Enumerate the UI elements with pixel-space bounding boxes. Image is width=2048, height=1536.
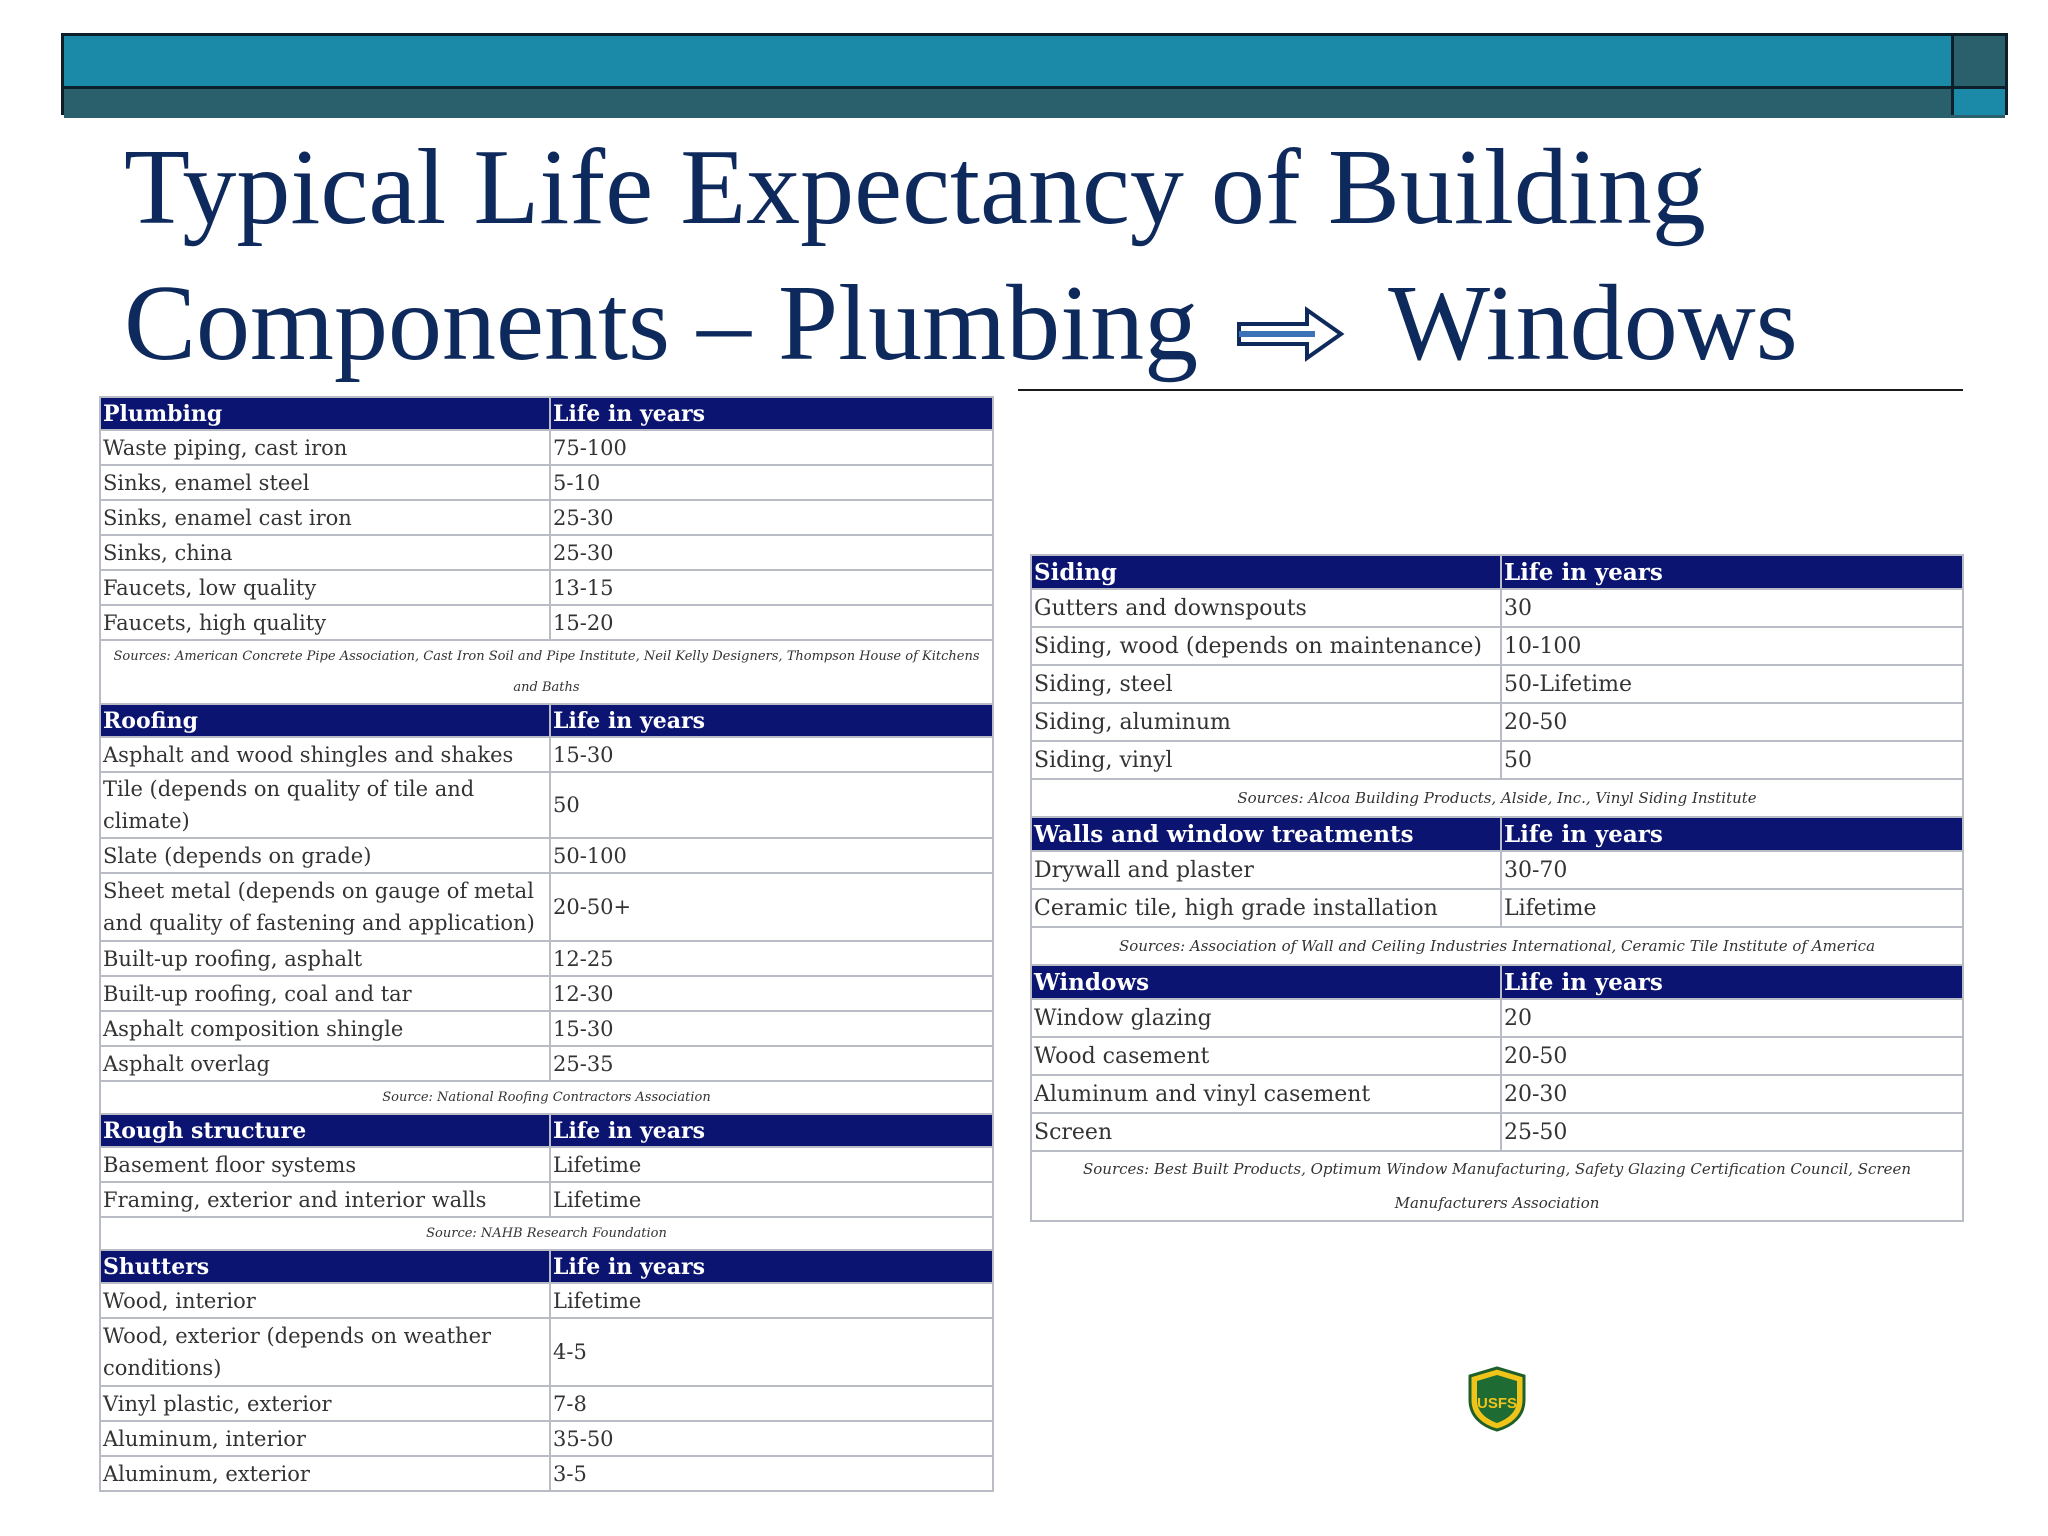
section-name: Siding — [1031, 555, 1501, 589]
source-note: Sources: American Concrete Pipe Association, Cast Iron Soil and Pipe Institute, Neil Kelly Designers, Thompson House of Kitchens and Baths — [100, 640, 993, 704]
table-row — [1031, 1037, 1963, 1075]
right-life-expectancy-table — [1030, 554, 1964, 1222]
years-cell: 30 — [1501, 589, 1963, 627]
source-note: Sources: Alcoa Building Products, Alside, Inc., Vinyl Siding Institute — [1031, 779, 1963, 817]
item-cell: Sinks, enamel cast iron — [100, 500, 550, 535]
years-cell: Lifetime — [550, 1182, 993, 1217]
item-cell: Ceramic tile, high grade installation — [1031, 889, 1501, 927]
item-cell: Aluminum, exterior — [100, 1456, 550, 1491]
source-note: Source: National Roofing Contractors Association — [100, 1081, 993, 1114]
years-cell: 10-100 — [1501, 627, 1963, 665]
table-row — [100, 737, 993, 772]
section-header-roofing — [100, 704, 993, 737]
section-name: Rough structure — [100, 1114, 550, 1147]
item-cell: Asphalt and wood shingles and shakes — [100, 737, 550, 772]
source-note: Sources: Association of Wall and Ceiling Industries International, Ceramic Tile Institute of America — [1031, 927, 1963, 965]
table-row — [100, 873, 993, 941]
item-cell: Basement floor systems — [100, 1147, 550, 1182]
item-cell: Aluminum and vinyl casement — [1031, 1075, 1501, 1113]
source-row — [100, 1081, 993, 1114]
left-life-expectancy-table — [99, 396, 994, 1492]
years-cell: 20 — [1501, 999, 1963, 1037]
section-life-header: Life in years — [550, 704, 993, 737]
title-line-1: Typical Life Expectancy of Building — [124, 128, 1706, 247]
table-row — [100, 1386, 993, 1421]
table-row — [1031, 589, 1963, 627]
years-cell: 15-20 — [550, 605, 993, 640]
right-arrow-icon — [1235, 306, 1345, 362]
years-cell: 20-50+ — [550, 873, 993, 941]
table-row — [100, 941, 993, 976]
table-row — [100, 500, 993, 535]
source-row — [1031, 1151, 1963, 1221]
years-cell: 25-30 — [550, 500, 993, 535]
table-row — [1031, 889, 1963, 927]
source-row — [1031, 927, 1963, 965]
section-name: Windows — [1031, 965, 1501, 999]
title-bar-corner — [1951, 36, 2005, 86]
logo-text: USFS — [1476, 1395, 1518, 1412]
section-name: Plumbing — [100, 397, 550, 430]
section-header-shutters — [100, 1250, 993, 1283]
table-row — [100, 605, 993, 640]
item-cell: Drywall and plaster — [1031, 851, 1501, 889]
item-cell: Wood casement — [1031, 1037, 1501, 1075]
section-name: Roofing — [100, 704, 550, 737]
item-cell: Vinyl plastic, exterior — [100, 1386, 550, 1421]
source-note: Sources: Best Built Products, Optimum Window Manufacturing, Safety Glazing Certification Council, Screen Manufacturers Association — [1031, 1151, 1963, 1221]
years-cell: 35-50 — [550, 1421, 993, 1456]
item-cell: Asphalt composition shingle — [100, 1011, 550, 1046]
slide-title — [124, 120, 1924, 392]
section-life-header: Life in years — [550, 397, 993, 430]
item-cell: Waste piping, cast iron — [100, 430, 550, 465]
item-cell: Window glazing — [1031, 999, 1501, 1037]
table-row — [100, 1182, 993, 1217]
table-row — [1031, 703, 1963, 741]
item-cell: Built-up roofing, asphalt — [100, 941, 550, 976]
item-cell: Siding, steel — [1031, 665, 1501, 703]
section-life-header: Life in years — [1501, 555, 1963, 589]
table-row — [100, 465, 993, 500]
item-cell: Wood, interior — [100, 1283, 550, 1318]
table-row — [100, 1421, 993, 1456]
section-life-header: Life in years — [1501, 817, 1963, 851]
source-row — [100, 1217, 993, 1250]
table-row — [100, 1318, 993, 1386]
usfs-shield-icon — [1466, 1366, 1528, 1432]
item-cell: Slate (depends on grade) — [100, 838, 550, 873]
table-row — [100, 535, 993, 570]
table-row — [1031, 1075, 1963, 1113]
years-cell: 50 — [550, 772, 993, 838]
item-cell: Siding, aluminum — [1031, 703, 1501, 741]
source-row — [1031, 779, 1963, 817]
title-bar-stripe — [64, 86, 2005, 118]
section-header-walls — [1031, 817, 1963, 851]
years-cell: 4-5 — [550, 1318, 993, 1386]
item-cell: Built-up roofing, coal and tar — [100, 976, 550, 1011]
section-life-header: Life in years — [1501, 965, 1963, 999]
section-name: Shutters — [100, 1250, 550, 1283]
table-row — [1031, 665, 1963, 703]
years-cell: 20-30 — [1501, 1075, 1963, 1113]
table-row — [100, 976, 993, 1011]
table-row — [1031, 999, 1963, 1037]
years-cell: 50-Lifetime — [1501, 665, 1963, 703]
item-cell: Siding, vinyl — [1031, 741, 1501, 779]
source-row — [100, 640, 993, 704]
years-cell: 75-100 — [550, 430, 993, 465]
years-cell: 25-50 — [1501, 1113, 1963, 1151]
years-cell: 12-25 — [550, 941, 993, 976]
table-row — [100, 1456, 993, 1491]
years-cell: 30-70 — [1501, 851, 1963, 889]
years-cell: 12-30 — [550, 976, 993, 1011]
title-bar-corner-bottom — [1951, 89, 2005, 115]
item-cell: Sinks, china — [100, 535, 550, 570]
title-divider — [1018, 389, 1963, 391]
item-cell: Screen — [1031, 1113, 1501, 1151]
section-header-siding — [1031, 555, 1963, 589]
table-row — [100, 1147, 993, 1182]
title-bar-decoration — [61, 33, 2008, 115]
section-header-plumbing — [100, 397, 993, 430]
years-cell: 13-15 — [550, 570, 993, 605]
section-life-header: Life in years — [550, 1114, 993, 1147]
table-row — [100, 570, 993, 605]
years-cell: 3-5 — [550, 1456, 993, 1491]
section-header-windows — [1031, 965, 1963, 999]
item-cell: Framing, exterior and interior walls — [100, 1182, 550, 1217]
section-name: Walls and window treatments — [1031, 817, 1501, 851]
item-cell: Wood, exterior (depends on weather conditions) — [100, 1318, 550, 1386]
years-cell: 15-30 — [550, 1011, 993, 1046]
table-row — [1031, 741, 1963, 779]
years-cell: 50 — [1501, 741, 1963, 779]
source-note: Source: NAHB Research Foundation — [100, 1217, 993, 1250]
table-row — [100, 1046, 993, 1081]
years-cell: 15-30 — [550, 737, 993, 772]
table-row — [100, 772, 993, 838]
years-cell: Lifetime — [550, 1147, 993, 1182]
item-cell: Tile (depends on quality of tile and climate) — [100, 772, 550, 838]
item-cell: Faucets, high quality — [100, 605, 550, 640]
table-row — [100, 430, 993, 465]
item-cell: Sinks, enamel steel — [100, 465, 550, 500]
table-row — [100, 1011, 993, 1046]
years-cell: 5-10 — [550, 465, 993, 500]
table-row — [100, 1283, 993, 1318]
table-row — [1031, 1113, 1963, 1151]
section-header-rough-structure — [100, 1114, 993, 1147]
years-cell: 25-35 — [550, 1046, 993, 1081]
years-cell: 25-30 — [550, 535, 993, 570]
item-cell: Sheet metal (depends on gauge of metal and quality of fastening and application) — [100, 873, 550, 941]
years-cell: 7-8 — [550, 1386, 993, 1421]
years-cell: 20-50 — [1501, 1037, 1963, 1075]
years-cell: 20-50 — [1501, 703, 1963, 741]
table-row — [1031, 627, 1963, 665]
table-row — [1031, 851, 1963, 889]
title-line-2-part-2: Windows — [1388, 264, 1798, 383]
item-cell: Faucets, low quality — [100, 570, 550, 605]
item-cell: Asphalt overlag — [100, 1046, 550, 1081]
section-life-header: Life in years — [550, 1250, 993, 1283]
years-cell: 50-100 — [550, 838, 993, 873]
years-cell: Lifetime — [1501, 889, 1963, 927]
item-cell: Gutters and downspouts — [1031, 589, 1501, 627]
item-cell: Siding, wood (depends on maintenance) — [1031, 627, 1501, 665]
years-cell: Lifetime — [550, 1283, 993, 1318]
item-cell: Aluminum, interior — [100, 1421, 550, 1456]
table-row — [100, 838, 993, 873]
title-line-2-part-1: Components – Plumbing — [124, 264, 1199, 383]
